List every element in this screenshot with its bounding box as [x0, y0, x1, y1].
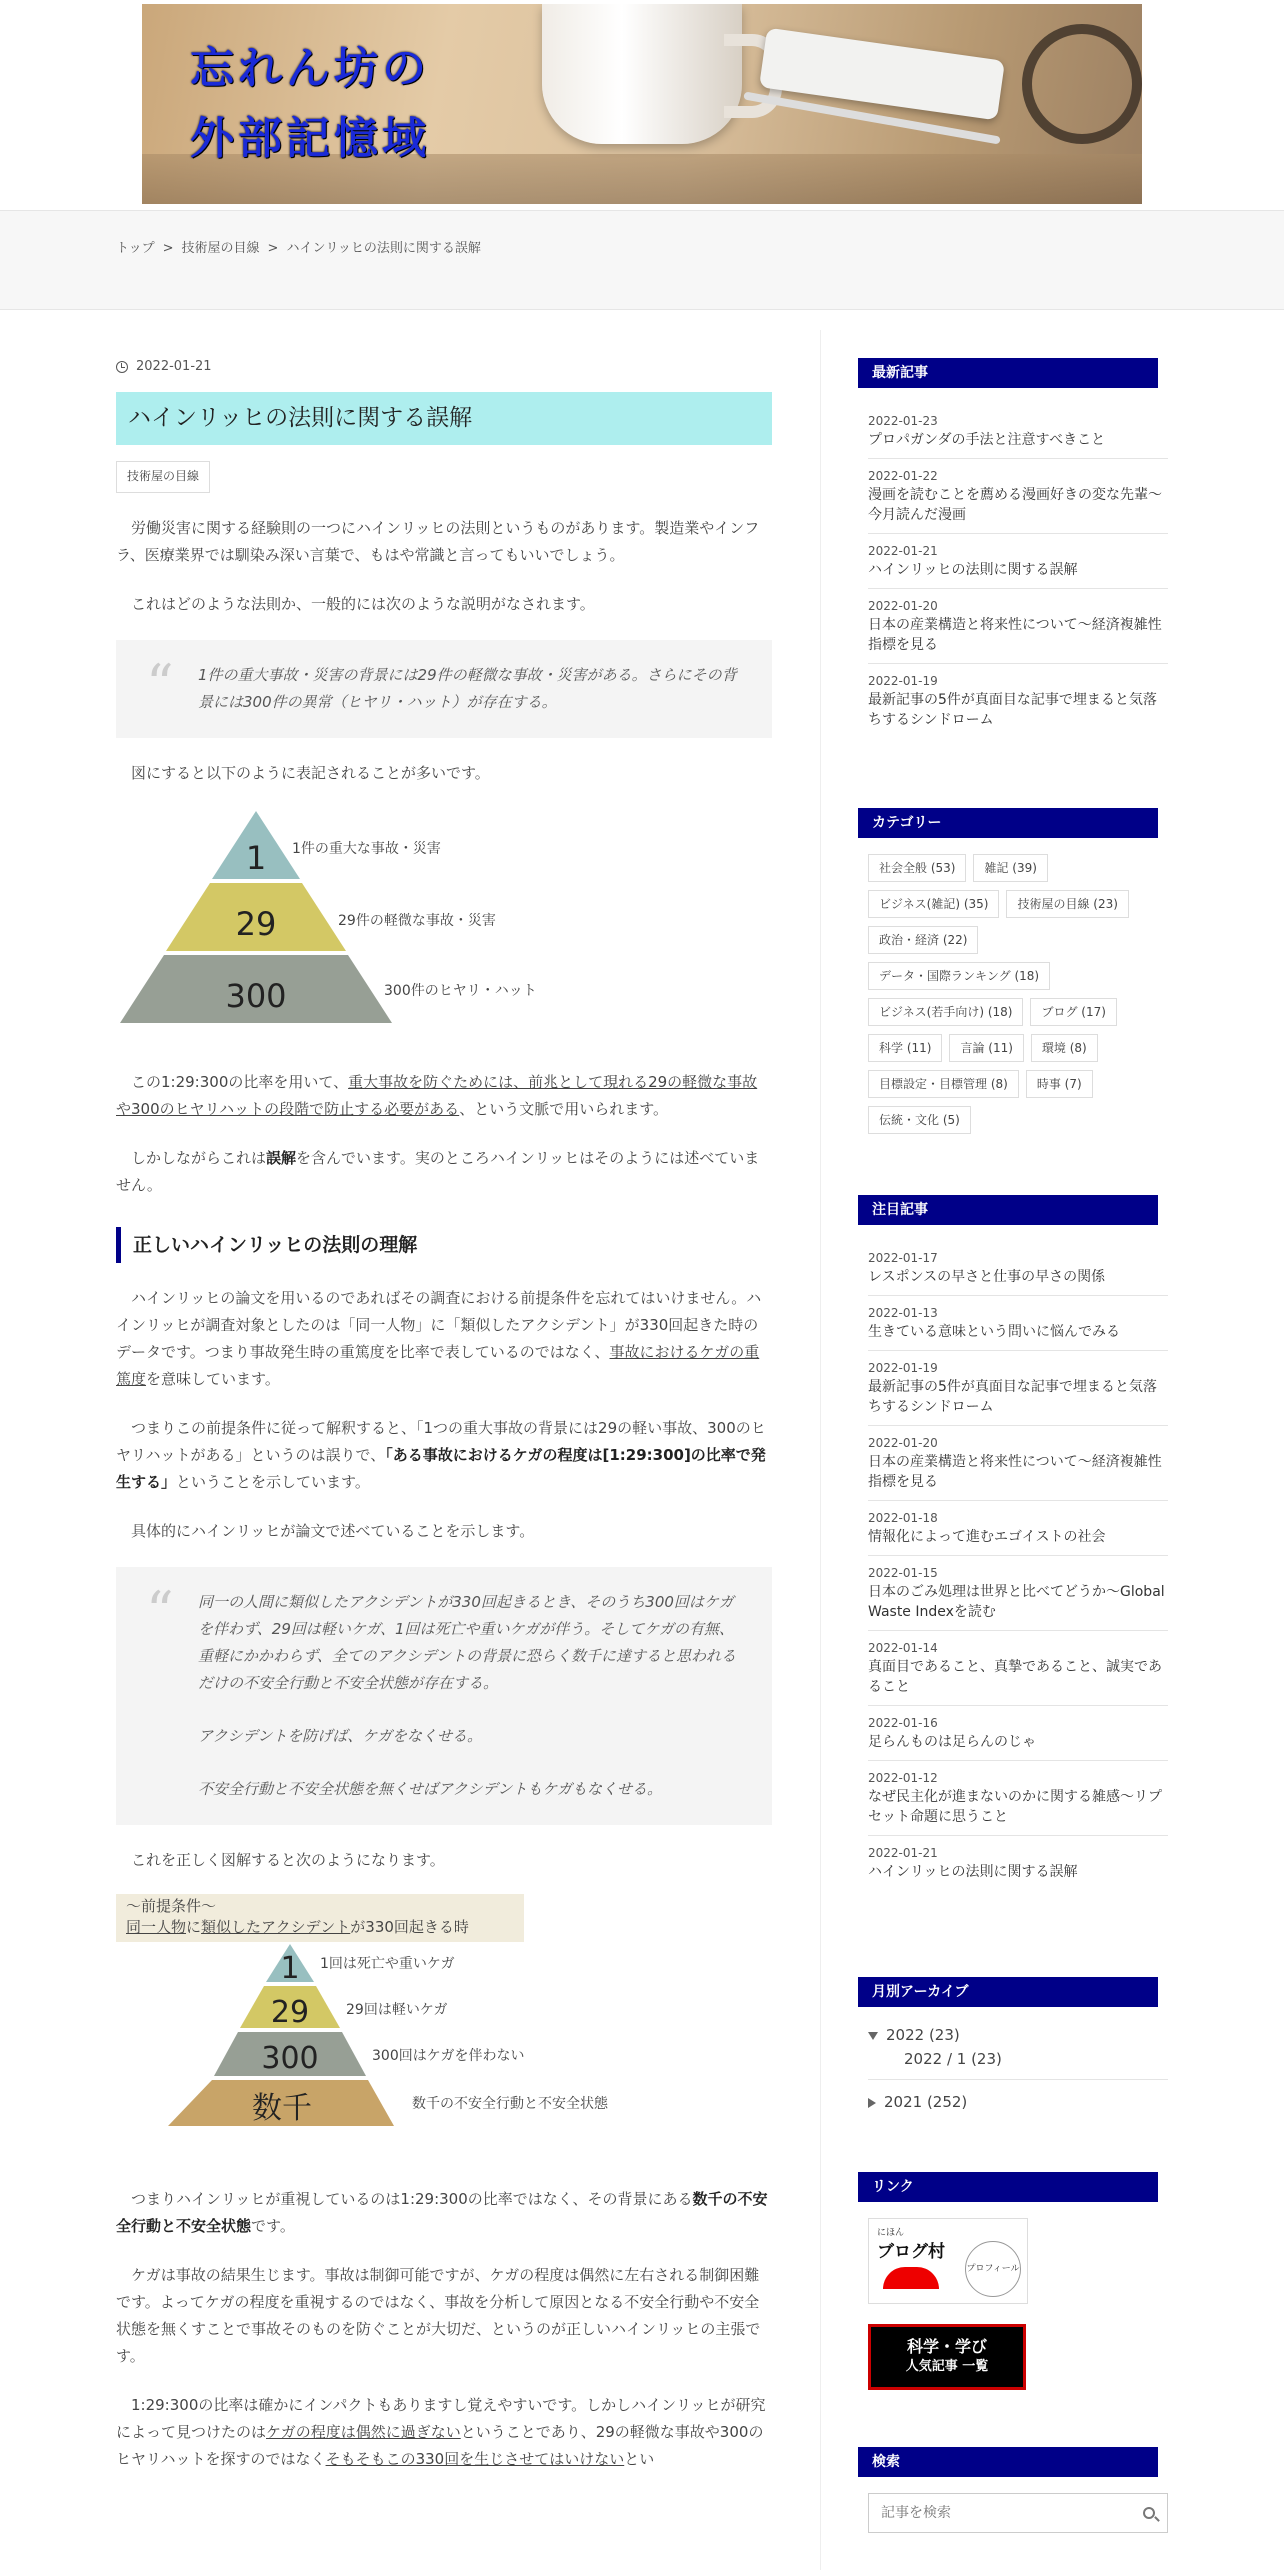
paragraph-2: これはどのような法則か、一般的には次のような説明がなされます。 [131, 594, 595, 613]
sidebar-categories [858, 808, 1168, 1134]
sidebar-links [858, 2172, 1168, 2390]
recent-item-title[interactable]: 漫画を読むことを薦める漫画好きの変な先輩～今月読んだ漫画 [868, 487, 1162, 523]
sidebar-recent-heading: 最新記事 [858, 358, 1158, 388]
search-input[interactable] [881, 2505, 1121, 2521]
featured-item-date: 2022-01-13 [868, 1306, 938, 1320]
article-date [116, 355, 772, 378]
recent-list [858, 404, 1168, 738]
featured-item-date: 2022-01-19 [868, 1361, 938, 1375]
pyramid-1-label-3: 300件のヒヤリ・ハット [384, 982, 537, 999]
breadcrumb-category[interactable]: 技術屋の目線 [181, 241, 260, 256]
featured-item-title[interactable]: 真面目であること、真摯であること、誠実であること [868, 1659, 1162, 1695]
category-tag[interactable]: 伝統・文化 (5) [868, 1106, 971, 1134]
search-box [868, 2493, 1168, 2533]
featured-item[interactable] [868, 1761, 1168, 1836]
archive-list [858, 2023, 1168, 2114]
caret-right-icon [868, 2098, 876, 2108]
blockquote-1 [116, 640, 772, 738]
featured-item[interactable] [868, 1836, 1168, 1890]
featured-item-date: 2022-01-20 [868, 1436, 938, 1450]
category-tag[interactable]: ビジネス(雑記) (35) [868, 890, 999, 918]
featured-item-date: 2022-01-12 [868, 1771, 938, 1785]
recent-item-date: 2022-01-19 [868, 674, 938, 688]
paragraph-10-bold: 数千の不安全行動と不安全状態 [116, 2189, 768, 2235]
featured-item-title[interactable]: 日本のごみ処理は世界と比べてどうか～Global Waste Indexを読む [868, 1584, 1165, 1620]
archive-2021-label: 2021 (252) [884, 2093, 968, 2111]
category-tag[interactable]: 科学 (11) [868, 1034, 942, 1062]
featured-item[interactable] [868, 1501, 1168, 1556]
recent-item[interactable] [868, 589, 1168, 664]
article-category-tag[interactable]: 技術屋の目線 [116, 461, 210, 493]
category-tag[interactable]: 政治・経済 (22) [868, 926, 978, 954]
article-date-text: 2022-01-21 [136, 359, 212, 374]
recent-item-date: 2022-01-22 [868, 469, 938, 483]
sidebar-featured [858, 1195, 1168, 1890]
pyramid-1-label-1: 1件の重大な事故・災害 [292, 840, 441, 857]
breadcrumb-separator: > [162, 241, 174, 256]
featured-item-title[interactable]: 情報化によって進むエゴイストの社会 [868, 1529, 1106, 1545]
recent-item[interactable] [868, 664, 1168, 738]
featured-item-title[interactable]: 日本の産業構造と将来性について～経済複雑性指標を見る [868, 1454, 1162, 1490]
paragraph-4 [116, 1069, 772, 1123]
pyramid-1-num-3: 300 [225, 976, 287, 1015]
pyramid-1-label-2: 29件の軽微な事故・災害 [338, 912, 496, 929]
archive-divider [868, 2079, 1168, 2080]
article-title: ハインリッヒの法則に関する誤解 [116, 392, 772, 445]
featured-item-title[interactable]: レスポンスの早さと仕事の早さの関係 [868, 1269, 1106, 1285]
pyramid-2-num-2: 29 [270, 1994, 310, 2030]
breadcrumb [116, 237, 481, 260]
science-banner-line2: 人気記事 一覧 [905, 2359, 989, 2374]
paragraph-12 [116, 2392, 772, 2473]
pyramid-2-num-4: 数千 [252, 2090, 312, 2126]
category-tag[interactable]: 社会全般 (53) [868, 854, 966, 882]
precondition-a: 同一人物 [126, 1917, 187, 1936]
blockquote-2-line-3: 不安全行動と不安全状態を無くせばアクシデントもケガもなくせる。 [198, 1779, 662, 1798]
category-tag[interactable]: 雑記 (39) [973, 854, 1047, 882]
category-tags [858, 854, 1168, 1134]
paragraph-12-c: とい [624, 2449, 655, 2468]
sidebar-recent [858, 358, 1168, 738]
pyramid-1-num-2: 29 [235, 904, 277, 943]
pyramid-2-label-3: 300回はケガを伴わない [372, 2047, 525, 2064]
search-icon[interactable] [1143, 2507, 1155, 2519]
blogmura-banner-sub: にほん [877, 2228, 905, 2238]
glasses-icon [1022, 24, 1142, 144]
breadcrumb-band [0, 210, 1284, 310]
paragraph-7-a: つまりこの前提条件に従って解釈すると、「1つの重大事故の背景には29の軽い事故、300のヒヤリハットがある」というのは誤りで、 [116, 1418, 766, 1464]
precondition-d: が330回起きる時 [350, 1917, 469, 1936]
precondition-b: に [186, 1917, 202, 1936]
featured-item-date: 2022-01-16 [868, 1716, 938, 1730]
category-tag[interactable]: 技術屋の目線 (23) [1006, 890, 1128, 918]
paragraph-3: 図にすると以下のように表記されることが多いです。 [131, 763, 490, 782]
archive-2022-01[interactable]: 2022 / 1 (23) [904, 2050, 1002, 2068]
science-ranking-banner[interactable] [868, 2324, 1026, 2390]
paragraph-5-c: を含んでいます。実のところハインリッヒはそのようには述べていません。 [116, 1148, 760, 1194]
recent-item-title[interactable]: 最新記事の5件が真面目な記事で埋まると気落ちするシンドローム [868, 692, 1157, 728]
paragraph-5 [116, 1145, 772, 1199]
pyramid-2-label-1: 1回は死亡や重いケガ [320, 1955, 455, 1972]
sidebar-divider [820, 330, 821, 2570]
paragraph-12-underline-1: ケガの程度は偶然に過ぎない [266, 2422, 461, 2441]
precondition-title: 〜前提条件〜 [126, 1896, 217, 1915]
sidebar-links-heading: リンク [858, 2172, 1158, 2202]
pyramid-figure-1 [116, 807, 772, 1047]
category-tag[interactable]: ビジネス(若手向け) (18) [868, 998, 1023, 1026]
pyramid-2-svg [116, 1894, 772, 2164]
featured-item[interactable] [868, 1556, 1168, 1631]
pyramid-figure-2 [116, 1894, 772, 2164]
recent-item-date: 2022-01-20 [868, 599, 938, 613]
paragraph-4-a: この1:29:300の比率を用いて、 [131, 1072, 349, 1091]
paragraph-10-a: つまりハインリッヒが重視しているのは1:29:300の比率ではなく、その背景にある [131, 2189, 693, 2208]
recent-item-title[interactable]: ハインリッヒの法則に関する誤解 [868, 562, 1078, 578]
blogmura-logo-icon [883, 2267, 939, 2289]
clock-icon [116, 361, 128, 373]
featured-item-title[interactable]: 最新記事の5件が真面目な記事で埋まると気落ちするシンドローム [868, 1379, 1157, 1415]
category-tag[interactable]: データ・国際ランキング (18) [868, 962, 1050, 990]
sidebar-featured-heading: 注目記事 [858, 1195, 1158, 1225]
pyramid-2-num-3: 300 [261, 2040, 319, 2076]
sidebar-search [858, 2447, 1168, 2533]
category-tag[interactable]: 環境 (8) [1031, 1034, 1098, 1062]
paragraph-10-c: です。 [251, 2216, 295, 2235]
site-title-line2: 外部記憶域 [190, 113, 430, 164]
recent-item[interactable] [868, 459, 1168, 534]
breadcrumb-separator: > [267, 241, 279, 256]
profile-badge: プロフィール [965, 2241, 1021, 2297]
paragraph-5-a: しかしながらこれは [131, 1148, 267, 1167]
paragraph-4-b: 、という文脈で用いられます。 [459, 1099, 668, 1118]
blockquote-2-line-1: 同一の人間に類似したアクシデントが330回起きるとき、そのうち300回はケガを伴わず、29回は軽いケガ、1回は死亡や重いケガが伴う。そしてケガの有無、重軽にかかわらず、全てのアクシデントの背景に恐らく数千に達すると思われるだけの不安全行動と不安全状態が存在する。 [198, 1592, 737, 1692]
paragraph-9: これを正しく図解すると次のようになります。 [131, 1850, 445, 1869]
coffee-cup-icon [542, 4, 742, 144]
pyramid-2-label-4: 数千の不安全行動と不安全状態 [412, 2095, 608, 2112]
paragraph-10 [116, 2186, 772, 2240]
paragraph-7-c: ということを示しています。 [176, 1472, 370, 1491]
featured-item[interactable] [868, 1351, 1168, 1426]
featured-item-date: 2022-01-21 [868, 1846, 938, 1860]
featured-item-date: 2022-01-14 [868, 1641, 938, 1655]
quote-icon: “ [146, 652, 174, 716]
paragraph-7 [116, 1415, 772, 1496]
caret-down-icon [868, 2032, 878, 2040]
featured-item-title[interactable]: 生きている意味という問いに悩んでみる [868, 1324, 1120, 1340]
recent-item[interactable] [868, 534, 1168, 589]
featured-item-title[interactable]: なぜ民主化が進まないのかに関する雑感〜リプセット命題に思うこと [868, 1789, 1162, 1825]
paragraph-12-a: 1:29:300の比率は確かにインパクトもありますし覚えやすいです。しかしハインリッヒが研究によって見つけたのは [116, 2395, 766, 2441]
header-banner[interactable] [142, 4, 1142, 204]
featured-item[interactable] [868, 1426, 1168, 1501]
paragraph-1: 労働災害に関する経験則の一つにハインリッヒの法則というものがあります。製造業やインフラ、医療業界では馴染み深い言葉で、もはや常識と言ってもいいでしょう。 [116, 518, 760, 564]
paragraph-5-bold: 誤解 [266, 1148, 297, 1167]
blogmura-banner[interactable] [868, 2218, 1028, 2304]
featured-item-date: 2022-01-17 [868, 1251, 938, 1265]
article [116, 355, 772, 2473]
paragraph-6-underline: 事故におけるケガの重篤度 [116, 1342, 760, 1388]
category-tag[interactable]: 時事 (7) [1026, 1070, 1093, 1098]
site-title-line1: 忘れん坊の [190, 43, 430, 94]
paragraph-11: ケガは事故の結果生じます。事故は制御可能ですが、ケガの程度は偶然に左右される制御困難です。よってケガの程度を重視するのではなく、事故を分析して原因となる不安全行動や不安全状態を無くすことで事故そのものを防ぐことが大切だ、というのが正しいハインリッヒの主張です。 [116, 2265, 761, 2365]
featured-item[interactable] [868, 1241, 1168, 1296]
breadcrumb-top[interactable]: トップ [116, 241, 155, 256]
paragraph-12-b: ということであり、29の軽微な事故や300のヒヤリハットを探すのではなく [116, 2422, 764, 2468]
featured-item-date: 2022-01-18 [868, 1511, 938, 1525]
featured-item[interactable] [868, 1706, 1168, 1761]
blockquote-1-text: 1件の重大事故・災害の背景には29件の軽微な事故・災害がある。さらにその背景には300件の異常（ヒヤリ・ハット）が存在する。 [198, 665, 737, 711]
paragraph-8: 具体的にハインリッヒが論文で述べていることを示します。 [131, 1521, 535, 1540]
sidebar-archive [858, 1977, 1168, 2114]
paragraph-7-bold: 「ある事故におけるケガの程度は[1:29:300]の比率で発生する」 [116, 1445, 766, 1491]
featured-list [858, 1241, 1168, 1890]
archive-2022-label: 2022 (23) [886, 2026, 960, 2044]
breadcrumb-current: ハインリッヒの法則に関する誤解 [286, 241, 481, 256]
section-heading: 正しいハインリッヒの法則の理解 [116, 1227, 772, 1263]
recent-item-title[interactable]: プロパガンダの手法と注意すべきこと [868, 432, 1106, 448]
sidebar-search-heading: 検索 [858, 2447, 1158, 2477]
blockquote-2 [116, 1567, 772, 1825]
paragraph-6-b: を意味しています。 [146, 1369, 280, 1388]
blockquote-2-line-2: アクシデントを防げば、ケガをなくせる。 [198, 1726, 482, 1745]
precondition-c: 類似したアクシデント [201, 1917, 351, 1936]
blogmura-banner-text: ブログ村 [877, 2242, 945, 2262]
pyramid-1-num-1: 1 [245, 838, 267, 877]
category-tag[interactable]: ブログ (17) [1030, 998, 1116, 1026]
science-banner-line1: 科学・学び [906, 2337, 987, 2356]
pyramid-2-num-1: 1 [280, 1950, 300, 1986]
paragraph-12-underline-2: そもそもこの330回を生じさせてはいけない [325, 2449, 625, 2468]
quote-icon: “ [146, 1579, 174, 1643]
archive-2021[interactable] [868, 2090, 1168, 2114]
category-tag[interactable]: 目標設定・目標管理 (8) [868, 1070, 1019, 1098]
category-tag[interactable]: 言論 (11) [949, 1034, 1023, 1062]
paragraph-6 [116, 1285, 772, 1393]
paragraph-6-a: ハインリッヒの論文を用いるのであればその調査における前提条件を忘れてはいけません。ハインリッヒが調査対象としたのは「同一人物」に「類似したアクシデント」が330回起きた時のデータです。つまり事故発生時の重篤度を比率で表しているのではなく、 [116, 1288, 762, 1361]
recent-item-date: 2022-01-23 [868, 414, 938, 428]
paragraph-4-underline: 重大事故を防ぐためには、前兆として現れる29の軽微な事故や300のヒヤリハットの段階で防止する必要がある [116, 1072, 758, 1118]
sidebar-archive-heading: 月別アーカイブ [858, 1977, 1158, 2007]
site-title[interactable] [190, 34, 430, 174]
featured-item-title[interactable]: ハインリッヒの法則に関する誤解 [868, 1864, 1078, 1880]
recent-item[interactable] [868, 404, 1168, 459]
recent-item-title[interactable]: 日本の産業構造と将来性について～経済複雑性指標を見る [868, 617, 1162, 653]
featured-item[interactable] [868, 1631, 1168, 1706]
pyramid-2-label-2: 29回は軽いケガ [346, 2001, 448, 2018]
recent-item-date: 2022-01-21 [868, 544, 938, 558]
featured-item-title[interactable]: 足らんものは足らんのじゃ [868, 1734, 1036, 1750]
archive-2022[interactable] [868, 2023, 1168, 2047]
sidebar-category-heading: カテゴリー [858, 808, 1158, 838]
featured-item-date: 2022-01-15 [868, 1566, 938, 1580]
featured-item[interactable] [868, 1296, 1168, 1351]
